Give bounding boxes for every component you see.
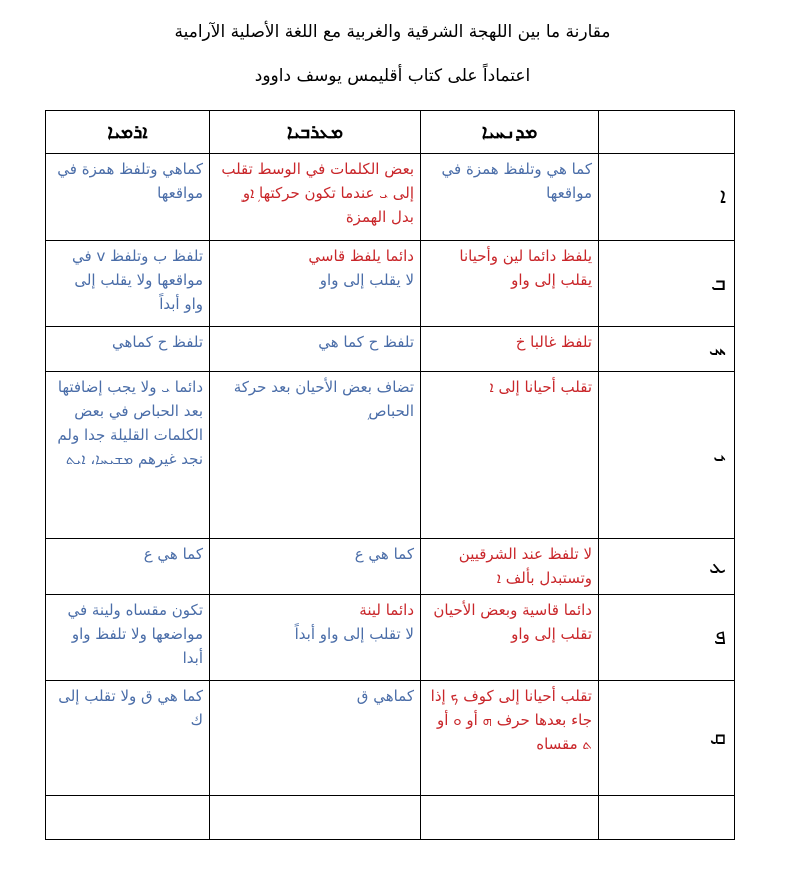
western-text: لا يقلب إلى واو [319,271,414,289]
aramaic-text: كماهي وتلفظ همزة في مواقعها [57,160,203,202]
table-row [46,539,735,595]
page-title: مقارنة ما بين اللهجة الشرقية والغربية مع اللغة الأصلية الآرامية [174,22,611,42]
western-text: بعض الكلمات في الوسط تقلب إلى ܝ عندما تكون حركتها ܼܐو ܸ بدل الهمزة [221,160,414,226]
header-aramaic: ܐܪܡܝܐ [46,111,210,154]
header-eastern: ܡܕܢܚܝܐ [421,111,599,154]
aramaic-text: كما هي ع [143,545,203,563]
table-row [46,241,735,327]
aramaic-text: تلفظ ب وتلفظ v في مواقعها ولا يقلب إلى واو أبداً [72,247,203,313]
aramaic-text: دائما ܝ ولا يجب إضافتها بعد الحباص في بعض الكلمات القليلة جدا ولم نجد غيرهم ܡܫܝܚܐ، ܐܝܬ [57,378,203,468]
aramaic-cell [46,241,210,327]
table-header-row [46,111,735,154]
western-text: تلفظ ح كما هي [318,333,414,351]
eastern-cell [421,539,599,595]
letter-cell: ܝ [599,372,735,539]
aramaic-cell [46,372,210,539]
western-text: لا تقلب إلى واو أبداً [294,625,414,643]
table-row [46,595,735,681]
eastern-cell [421,372,599,539]
eastern-cell [421,154,599,241]
eastern-text: تلفظ غالبا خ [515,333,592,351]
table-row [46,327,735,372]
eastern-text: لا تلفظ عند الشرقيين وتستبدل بألف ܐ [458,545,592,587]
eastern-text: دائما قاسية وبعض الأحيان تقلب إلى واو [433,601,592,643]
eastern-cell [421,241,599,327]
letter-cell: ܒ [599,241,735,327]
eastern-text: تقلب أحيانا إلى كوف ܟ إذا جاء بعدها حرف ܗ أو ܘ أو ܬ مقساه [430,687,592,753]
aramaic-cell [46,595,210,681]
eastern-text: تقلب أحيانا إلى ܐ [489,378,592,396]
aramaic-text: تكون مقساه ولينة في مواضعها ولا تلفظ واو أبدا [67,601,203,667]
aramaic-cell [46,539,210,595]
western-text: دائما يلفظ قاسي [308,247,414,265]
western-text: تضاف بعض الأحيان بعد حركة الحباص ܼ [233,378,414,420]
empty-cell [210,796,421,840]
eastern-text: يلفظ دائما لين وأحيانا يقلب إلى واو [459,247,592,289]
aramaic-cell [46,154,210,241]
western-cell [210,372,421,539]
letter-cell: ܥ [599,539,735,595]
western-cell [210,539,421,595]
empty-cell [46,796,210,840]
table-row [46,372,735,539]
header-western: ܡܥܪܒܝܐ [210,111,421,154]
eastern-cell [421,681,599,796]
table-row [46,681,735,796]
aramaic-text: كما هي ق ولا تقلب إلى ك [58,687,203,729]
western-cell [210,241,421,327]
eastern-cell [421,327,599,372]
western-text: كما هي ع [354,545,414,563]
table-row-empty [46,796,735,840]
empty-cell [421,796,599,840]
letter-cell: ܦ [599,595,735,681]
table-row [46,154,735,241]
western-text: دائما لينة [359,601,414,619]
western-cell [210,327,421,372]
western-cell [210,681,421,796]
eastern-cell [421,595,599,681]
letter-cell: ܩ [599,681,735,796]
aramaic-cell [46,327,210,372]
page-subtitle: اعتماداً على كتاب أقليمس يوسف داوود [254,66,531,86]
western-cell [210,595,421,681]
letter-cell: ܐ [599,154,735,241]
western-cell [210,154,421,241]
aramaic-text: تلفظ ح كماهي [112,333,203,351]
western-text: كماهي ق [356,687,414,705]
header-letter [599,111,735,154]
aramaic-cell [46,681,210,796]
empty-cell [599,796,735,840]
comparison-table [45,110,735,840]
letter-cell: ܚ [599,327,735,372]
eastern-text: كما هي وتلفظ همزة في مواقعها [441,160,592,202]
